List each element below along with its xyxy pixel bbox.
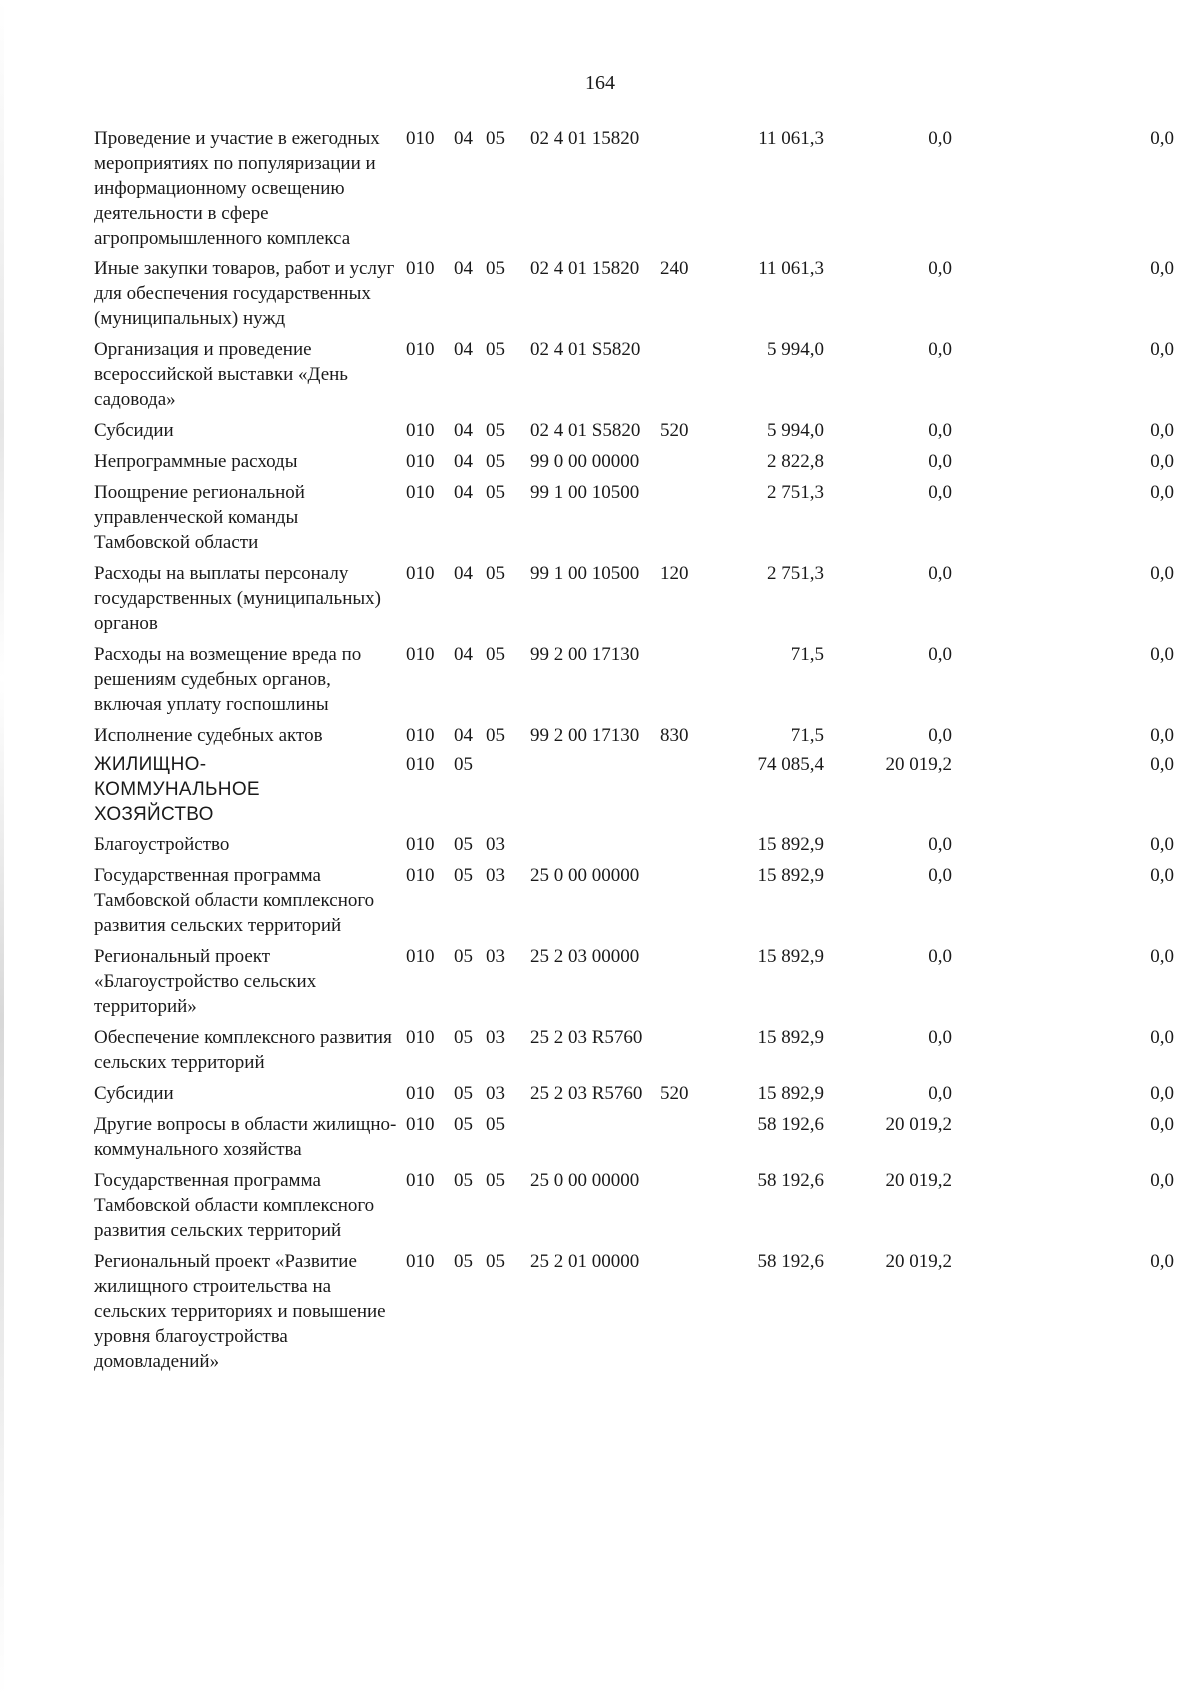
row-target-code: 99 0 00 00000 — [530, 451, 640, 472]
table-row — [94, 418, 1174, 443]
row-sum-first: 15 892,9 — [757, 834, 824, 855]
row-subsection-code: 03 — [486, 865, 505, 886]
table-row — [94, 832, 1174, 857]
row-sum-first: 58 192,6 — [757, 1114, 824, 1135]
table-row-section-header — [94, 752, 1174, 827]
row-expense-code: 120 — [660, 563, 689, 584]
row-sum-first: 2 751,3 — [767, 482, 824, 503]
row-subsection-code: 05 — [486, 339, 505, 360]
row-section-code: 04 — [454, 644, 473, 665]
table-row — [94, 642, 1174, 717]
row-sum-second: 20 019,2 — [885, 1251, 952, 1272]
row-section-code: 04 — [454, 128, 473, 149]
row-sum-second: 0,0 — [928, 339, 952, 360]
row-sum-second: 20 019,2 — [885, 1170, 952, 1191]
row-sum-third: 0,0 — [1150, 946, 1174, 967]
row-section-code: 04 — [454, 725, 473, 746]
table-row — [94, 561, 1174, 636]
row-section-code: 04 — [454, 339, 473, 360]
row-section-code: 05 — [454, 1027, 473, 1048]
row-name: Благоустройство — [94, 834, 230, 855]
row-ministry-code: 010 — [406, 644, 435, 665]
row-section-code: 04 — [454, 420, 473, 441]
row-sum-second: 20 019,2 — [885, 754, 952, 775]
row-section-code: 04 — [454, 563, 473, 584]
table-row — [94, 480, 1174, 555]
row-sum-first: 5 994,0 — [767, 339, 824, 360]
row-ministry-code: 010 — [406, 339, 435, 360]
page-number: 164 — [585, 72, 615, 94]
row-ministry-code: 010 — [406, 1251, 435, 1272]
row-sum-first: 11 061,3 — [758, 258, 824, 279]
row-sum-first: 2 822,8 — [767, 451, 824, 472]
budget-table — [94, 126, 1174, 1374]
row-ministry-code: 010 — [406, 725, 435, 746]
row-ministry-code: 010 — [406, 1170, 435, 1191]
row-sum-third: 0,0 — [1150, 258, 1174, 279]
row-name: Проведение и участие в ежегодных мероприятиях по популяризации и информационному освещению деятельности в сфере агропромышленного комплекса — [94, 128, 380, 249]
row-sum-second: 0,0 — [928, 1027, 952, 1048]
row-subsection-code: 03 — [486, 946, 505, 967]
row-target-code: 02 4 01 15820 — [530, 258, 640, 279]
row-name: Организация и проведение всероссийской выставки «День садовода» — [94, 339, 348, 410]
table-row — [94, 723, 1174, 748]
row-target-code: 99 2 00 17130 — [530, 725, 640, 746]
row-target-code: 02 4 01 15820 — [530, 128, 640, 149]
row-target-code: 99 1 00 10500 — [530, 482, 640, 503]
row-sum-second: 0,0 — [928, 834, 952, 855]
row-sum-third: 0,0 — [1150, 1083, 1174, 1104]
row-sum-second: 0,0 — [928, 128, 952, 149]
row-subsection-code: 05 — [486, 1251, 505, 1272]
row-name: Субсидии — [94, 420, 174, 441]
row-subsection-code: 05 — [486, 725, 505, 746]
row-subsection-code: 03 — [486, 1027, 505, 1048]
row-name: Поощрение региональной управленческой команды Тамбовской области — [94, 482, 305, 553]
table-row — [94, 1249, 1174, 1374]
scan-edge-shadow — [0, 0, 4, 1697]
row-expense-code: 520 — [660, 420, 689, 441]
row-name: Региональный проект «Развитие жилищного строительства на сельских территориях и повышение уровня благоустройства домовладений» — [94, 1251, 386, 1372]
row-sum-third: 0,0 — [1150, 1170, 1174, 1191]
row-ministry-code: 010 — [406, 754, 435, 775]
row-target-code: 02 4 01 S5820 — [530, 339, 641, 360]
row-section-code: 05 — [454, 754, 473, 775]
row-name: Расходы на выплаты персоналу государственных (муниципальных) органов — [94, 563, 381, 634]
row-expense-code: 520 — [660, 1083, 689, 1104]
row-target-code: 25 0 00 00000 — [530, 865, 640, 886]
row-name: Другие вопросы в области жилищно-коммунального хозяйства — [94, 1114, 397, 1160]
row-target-code: 25 2 03 00000 — [530, 946, 640, 967]
row-sum-third: 0,0 — [1150, 725, 1174, 746]
row-sum-second: 0,0 — [928, 946, 952, 967]
row-ministry-code: 010 — [406, 128, 435, 149]
row-name: Государственная программа Тамбовской области комплексного развития сельских территорий — [94, 1170, 375, 1241]
row-section-code: 04 — [454, 482, 473, 503]
row-sum-second: 20 019,2 — [885, 1114, 952, 1135]
row-sum-first: 15 892,9 — [757, 946, 824, 967]
row-section-code: 05 — [454, 1251, 473, 1272]
table-row — [94, 1168, 1174, 1243]
row-sum-third: 0,0 — [1150, 420, 1174, 441]
row-section-code: 05 — [454, 1114, 473, 1135]
row-sum-third: 0,0 — [1150, 128, 1174, 149]
table-row — [94, 1081, 1174, 1106]
row-section-code: 05 — [454, 865, 473, 886]
row-ministry-code: 010 — [406, 451, 435, 472]
row-sum-first: 11 061,3 — [758, 128, 824, 149]
row-target-code: 25 2 03 R5760 — [530, 1083, 643, 1104]
row-target-code: 25 0 00 00000 — [530, 1170, 640, 1191]
row-subsection-code: 05 — [486, 563, 505, 584]
table-row — [94, 126, 1174, 251]
row-sum-third: 0,0 — [1150, 644, 1174, 665]
row-sum-third: 0,0 — [1150, 1027, 1174, 1048]
row-name: Расходы на возмещение вреда по решениям судебных органов, включая уплату госпошлины — [94, 644, 362, 715]
row-ministry-code: 010 — [406, 865, 435, 886]
row-subsection-code: 05 — [486, 128, 505, 149]
row-sum-first: 5 994,0 — [767, 420, 824, 441]
table-row — [94, 337, 1174, 412]
row-sum-first: 15 892,9 — [757, 865, 824, 886]
row-ministry-code: 010 — [406, 834, 435, 855]
row-sum-second: 0,0 — [928, 725, 952, 746]
table-row — [94, 863, 1174, 938]
row-subsection-code: 05 — [486, 258, 505, 279]
row-sum-third: 0,0 — [1150, 482, 1174, 503]
row-ministry-code: 010 — [406, 258, 435, 279]
row-ministry-code: 010 — [406, 946, 435, 967]
row-ministry-code: 010 — [406, 482, 435, 503]
row-sum-third: 0,0 — [1150, 834, 1174, 855]
row-expense-code: 830 — [660, 725, 689, 746]
row-section-code: 05 — [454, 834, 473, 855]
row-sum-second: 0,0 — [928, 563, 952, 584]
row-sum-second: 0,0 — [928, 482, 952, 503]
row-sum-third: 0,0 — [1150, 1251, 1174, 1272]
row-subsection-code: 05 — [486, 420, 505, 441]
row-sum-second: 0,0 — [928, 1083, 952, 1104]
table-row — [94, 1025, 1174, 1075]
row-sum-first: 71,5 — [790, 644, 824, 665]
row-target-code: 99 1 00 10500 — [530, 563, 640, 584]
row-ministry-code: 010 — [406, 563, 435, 584]
table-row — [94, 449, 1174, 474]
row-name: Субсидии — [94, 1083, 174, 1104]
row-ministry-code: 010 — [406, 1114, 435, 1135]
row-ministry-code: 010 — [406, 1083, 435, 1104]
row-sum-second: 0,0 — [928, 451, 952, 472]
row-subsection-code: 05 — [486, 482, 505, 503]
row-name: Исполнение судебных актов — [94, 725, 323, 746]
row-sum-third: 0,0 — [1150, 865, 1174, 886]
row-name: Обеспечение комплексного развития сельских территорий — [94, 1027, 392, 1073]
row-subsection-code: 05 — [486, 1114, 505, 1135]
row-sum-first: 2 751,3 — [767, 563, 824, 584]
row-ministry-code: 010 — [406, 420, 435, 441]
row-target-code: 02 4 01 S5820 — [530, 420, 641, 441]
row-section-code: 05 — [454, 1083, 473, 1104]
row-target-code: 25 2 01 00000 — [530, 1251, 640, 1272]
row-subsection-code: 05 — [486, 451, 505, 472]
row-target-code: 25 2 03 R5760 — [530, 1027, 643, 1048]
table-row — [94, 256, 1174, 331]
row-sum-first: 74 085,4 — [757, 754, 824, 775]
row-section-code: 04 — [454, 258, 473, 279]
row-sum-third: 0,0 — [1150, 451, 1174, 472]
row-sum-first: 71,5 — [790, 725, 824, 746]
row-name: Региональный проект «Благоустройство сельских территорий» — [94, 946, 317, 1017]
row-name: Государственная программа Тамбовской области комплексного развития сельских территорий — [94, 865, 375, 936]
row-name: Непрограммные расходы — [94, 451, 298, 472]
row-sum-second: 0,0 — [928, 644, 952, 665]
row-sum-second: 0,0 — [928, 258, 952, 279]
row-sum-third: 0,0 — [1150, 754, 1174, 775]
row-target-code: 99 2 00 17130 — [530, 644, 640, 665]
row-ministry-code: 010 — [406, 1027, 435, 1048]
row-name: ЖИЛИЩНО-КОММУНАЛЬНОЕ ХОЗЯЙСТВО — [94, 754, 260, 825]
row-sum-first: 15 892,9 — [757, 1083, 824, 1104]
row-sum-third: 0,0 — [1150, 1114, 1174, 1135]
row-name: Иные закупки товаров, работ и услуг для обеспечения государственных (муниципальных) нужд — [94, 258, 395, 329]
table-row — [94, 1112, 1174, 1162]
row-subsection-code: 03 — [486, 1083, 505, 1104]
row-sum-second: 0,0 — [928, 865, 952, 886]
row-section-code: 05 — [454, 1170, 473, 1191]
row-subsection-code: 03 — [486, 834, 505, 855]
row-subsection-code: 05 — [486, 644, 505, 665]
row-expense-code: 240 — [660, 258, 689, 279]
row-sum-first: 58 192,6 — [757, 1251, 824, 1272]
row-sum-third: 0,0 — [1150, 339, 1174, 360]
row-subsection-code: 05 — [486, 1170, 505, 1191]
row-sum-first: 58 192,6 — [757, 1170, 824, 1191]
row-sum-second: 0,0 — [928, 420, 952, 441]
row-section-code: 05 — [454, 946, 473, 967]
row-section-code: 04 — [454, 451, 473, 472]
table-row — [94, 944, 1174, 1019]
row-sum-first: 15 892,9 — [757, 1027, 824, 1048]
row-sum-third: 0,0 — [1150, 563, 1174, 584]
